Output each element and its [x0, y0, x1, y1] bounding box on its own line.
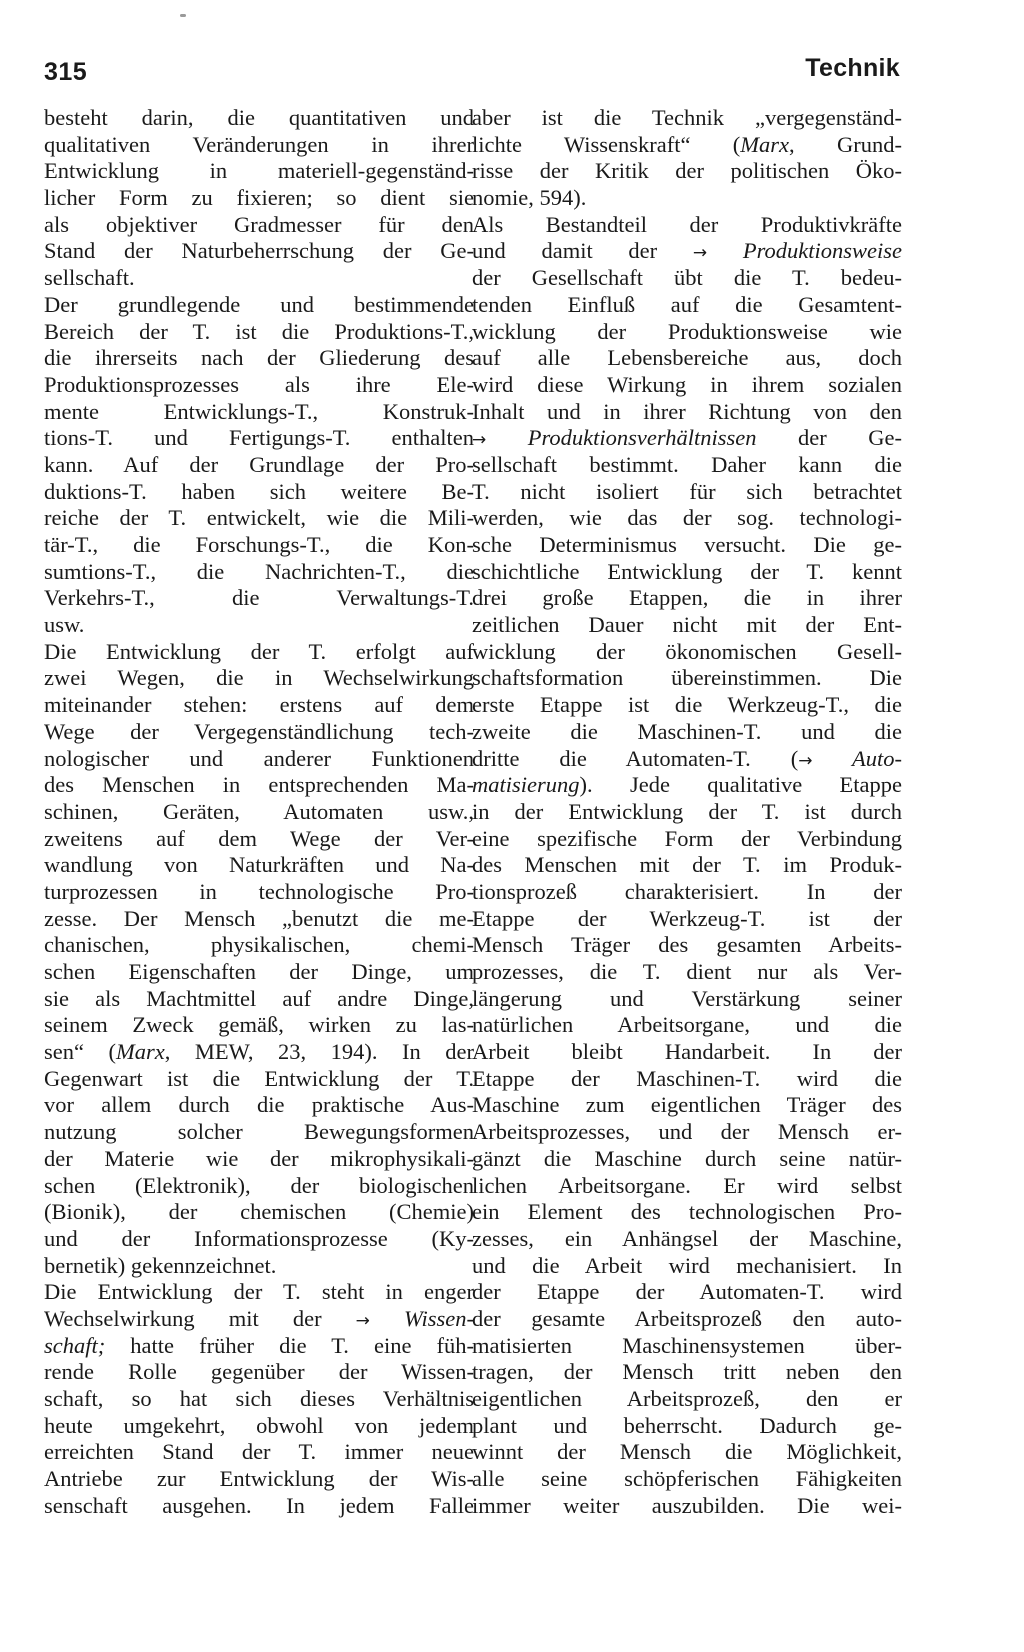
- line-text: Produktionsprozesses als ihre Ele-: [44, 371, 474, 397]
- line-text: lichte Wissenskraft“ (: [472, 131, 741, 157]
- line-text: nomie, 594).: [472, 185, 587, 211]
- text-line: [472, 1173, 902, 1200]
- text-line: [44, 505, 474, 532]
- text-line: [44, 105, 474, 132]
- text-line: [44, 879, 474, 906]
- text-line: [44, 559, 474, 586]
- text-line: [472, 826, 902, 853]
- line-italic: Marx: [116, 1039, 165, 1065]
- text-line: [44, 1119, 474, 1146]
- line-text: als objektiver Gradmesser für den: [44, 211, 474, 237]
- line-text: wandlung von Naturkräften und Na-: [44, 852, 474, 878]
- line-text: des Menschen in entsprechenden Ma-: [44, 772, 474, 798]
- text-line: [44, 585, 474, 612]
- text-line: [472, 532, 902, 559]
- text-line: [472, 452, 902, 479]
- line-italic: Auto-: [812, 745, 902, 771]
- line-text: und der Informationsprozesse (Ky-: [44, 1225, 474, 1251]
- line-text: seinem Zweck gemäß, wirken zu las-: [44, 1012, 474, 1038]
- line-text: schaft, so hat sich dieses Verhältnis: [44, 1386, 474, 1411]
- text-line: [472, 1359, 902, 1386]
- line-text: chanischen, physikalischen, chemi-: [44, 932, 474, 958]
- line-text: bernetik) gekennzeichnet.: [44, 1252, 277, 1278]
- text-line: [44, 1333, 474, 1360]
- text-line: [472, 1306, 902, 1333]
- line-text: schen Eigenschaften der Dinge, um: [44, 959, 474, 984]
- text-line: [472, 1039, 902, 1066]
- line-text: nologischer und anderer Funktionen: [44, 745, 474, 771]
- text-line: [44, 1359, 474, 1386]
- text-line: [44, 1253, 474, 1280]
- left-column: [44, 105, 474, 1519]
- text-line: [44, 212, 474, 239]
- line-text: in der Entwicklung der T. ist durch: [472, 798, 902, 824]
- line-text: ein Element des technologischen Pro-: [472, 1199, 902, 1225]
- line-italic: schaft;: [44, 1332, 106, 1358]
- text-line: [44, 1279, 474, 1306]
- text-line: [472, 185, 902, 212]
- line-text: wicklung der Produktionsweise wie: [472, 318, 902, 344]
- text-line: [44, 1386, 474, 1413]
- line-text: erreichten Stand der T. immer neue: [44, 1439, 474, 1465]
- text-line: [44, 1039, 474, 1066]
- text-line: [472, 505, 902, 532]
- text-line: [44, 1066, 474, 1093]
- line-text: Inhalt und in ihrer Richtung von den: [472, 398, 902, 424]
- line-text: kann. Auf der Grundlage der Pro-: [44, 451, 474, 477]
- line-text: schen (Elektronik), der biologischen: [44, 1172, 474, 1198]
- text-line: [44, 1092, 474, 1119]
- line-text: plant und beherrscht. Dadurch ge-: [472, 1412, 902, 1438]
- line-text: schinen, Geräten, Automaten usw.,: [44, 798, 474, 824]
- line-text: der gesamte Arbeitsprozeß den auto-: [472, 1305, 902, 1331]
- text-line: [472, 1146, 902, 1173]
- text-line: [44, 959, 474, 986]
- line-text: Arbeitsprozesses, und der Mensch er-: [472, 1119, 902, 1145]
- line-text: die ihrerseits nach der Gliederung des: [44, 345, 474, 371]
- line-text: prozesses, die T. dient nur als Ver-: [472, 959, 902, 984]
- text-line: [44, 826, 474, 853]
- line-text: tenden Einfluß auf die Gesamtent-: [472, 291, 902, 317]
- line-italic: Wissen-: [369, 1305, 474, 1331]
- line-text: Die Entwicklung der T. steht in enger: [44, 1279, 474, 1305]
- line-text: des Menschen mit der T. im Produk-: [472, 852, 902, 878]
- text-line: [472, 345, 902, 372]
- line-text: zeitlichen Dauer nicht mit der Ent-: [472, 612, 902, 638]
- line-text: tionsprozeß charakterisiert. In der: [472, 878, 902, 904]
- line-italic: Produktionsweise: [707, 238, 902, 264]
- line-text: wird diese Wirkung in ihrem sozialen: [472, 371, 902, 397]
- text-line: [472, 772, 902, 799]
- text-line: [472, 238, 902, 265]
- line-text: sellschaft bestimmt. Daher kann die: [472, 451, 902, 477]
- page-number: 315: [44, 58, 88, 86]
- text-line: [472, 1466, 902, 1493]
- line-text: Antriebe zur Entwicklung der Wis-: [44, 1466, 474, 1492]
- text-line: [44, 772, 474, 799]
- line-text: auf alle Lebensbereiche aus, doch: [472, 345, 902, 371]
- text-line: [472, 1333, 902, 1360]
- line-text: Mensch Träger des gesamten Arbeits-: [472, 932, 902, 958]
- text-line: [472, 852, 902, 879]
- text-line: [472, 1066, 902, 1093]
- scan-mark: [180, 14, 186, 17]
- text-line: [44, 292, 474, 319]
- text-line: [472, 879, 902, 906]
- text-line: [472, 585, 902, 612]
- text-line: [44, 1493, 474, 1520]
- text-line: [44, 1146, 474, 1173]
- cross-reference-arrow: →: [692, 243, 708, 264]
- line-text: (Bionik), der chemischen (Chemie): [44, 1199, 474, 1225]
- line-text: wicklung der ökonomischen Gesell-: [472, 638, 902, 664]
- line-text: zesses, ein Anhängsel der Maschine,: [472, 1225, 902, 1251]
- text-line: [44, 1413, 474, 1440]
- cross-reference-arrow: →: [355, 1310, 370, 1331]
- text-line: [44, 185, 474, 212]
- right-column: [472, 105, 902, 1519]
- line-text: mente Entwicklungs-T., Konstruk-: [44, 398, 474, 424]
- line-text: sen“ (: [44, 1039, 116, 1065]
- line-text: schaftsformation übereinstimmen. Die: [472, 665, 902, 691]
- text-line: [472, 479, 902, 506]
- line-text: qualitativen Veränderungen in ihrer: [44, 131, 474, 157]
- text-line: [44, 319, 474, 346]
- text-line: [472, 158, 902, 185]
- line-text: usw.: [44, 612, 85, 638]
- line-text: natürlichen Arbeitsorgane, und die: [472, 1012, 902, 1038]
- line-text: Wechselwirkung mit der: [44, 1305, 356, 1331]
- line-italic: matisierung: [472, 772, 580, 798]
- text-line: [44, 1226, 474, 1253]
- text-line: [472, 399, 902, 426]
- text-line: [472, 719, 902, 746]
- line-text: sumtions-T., die Nachrichten-T., die: [44, 558, 474, 584]
- line-text: reiche der T. entwickelt, wie die Mili-: [44, 505, 474, 531]
- line-text: alle seine schöpferischen Fähigkeiten: [472, 1466, 902, 1492]
- text-line: [44, 238, 474, 265]
- line-text-after: ). Jede qualitative Etappe: [579, 772, 902, 798]
- line-text: Verkehrs-T., die Verwaltungs-T.: [44, 585, 474, 611]
- line-text: Bereich der T. ist die Produktions-T.,: [44, 318, 474, 344]
- line-text: zweite die Maschinen-T. und die: [472, 718, 902, 744]
- text-line: [44, 479, 474, 506]
- text-line: [472, 1386, 902, 1413]
- text-line: [44, 158, 474, 185]
- line-text: Die Entwicklung der T. erfolgt auf: [44, 638, 474, 664]
- line-text: eigentlichen Arbeitsprozeß, den er: [472, 1386, 902, 1411]
- text-line: [44, 746, 474, 773]
- line-text: turprozessen in technologische Pro-: [44, 878, 474, 904]
- line-text: Maschine zum eigentlichen Träger des: [472, 1092, 902, 1118]
- cross-reference-arrow: →: [472, 430, 487, 451]
- line-text: miteinander stehen: erstens auf dem: [44, 692, 474, 718]
- line-italic: Marx: [740, 131, 790, 157]
- text-line: [44, 852, 474, 879]
- text-line: [472, 692, 902, 719]
- text-line: [472, 959, 902, 986]
- text-line: [472, 1439, 902, 1466]
- line-text: T. nicht isoliert für sich betrachtet: [472, 478, 902, 504]
- text-line: [472, 425, 902, 452]
- text-line: [44, 1199, 474, 1226]
- line-text: gänzt die Maschine durch seine natür-: [472, 1145, 902, 1171]
- line-text: nutzung solcher Bewegungsformen: [44, 1119, 474, 1145]
- line-text: lichen Arbeitsorgane. Er wird selbst: [472, 1172, 902, 1198]
- text-line: [472, 212, 902, 239]
- line-text: dritte die Automaten-T. (: [472, 745, 799, 771]
- line-text: besteht darin, die quantitativen und: [44, 105, 474, 130]
- line-text: der Materie wie der mikrophysikali-: [44, 1145, 474, 1171]
- line-text: zwei Wegen, die in Wechselwirkung: [44, 665, 474, 691]
- line-text: und die Arbeit wird mechanisiert. In: [472, 1252, 902, 1278]
- text-line: [44, 692, 474, 719]
- line-text: Etappe der Werkzeug-T. ist der: [472, 905, 902, 931]
- text-line: [472, 1253, 902, 1280]
- text-line: [472, 559, 902, 586]
- text-line: [44, 532, 474, 559]
- cross-reference-arrow: →: [798, 750, 813, 771]
- text-line: [472, 799, 902, 826]
- text-line: [44, 452, 474, 479]
- line-text: matisierten Maschinensystemen über-: [472, 1332, 902, 1358]
- line-text: duktions-T. haben sich weitere Be-: [44, 478, 474, 504]
- line-text: Stand der Naturbeherrschung der Ge-: [44, 238, 474, 264]
- line-text: tragen, der Mensch tritt neben den: [472, 1359, 902, 1385]
- text-line: [472, 1413, 902, 1440]
- line-text: sie als Machtmittel auf andre Dinge,: [44, 985, 474, 1011]
- line-text: längerung und Verstärkung seiner: [472, 985, 902, 1011]
- text-line: [44, 986, 474, 1013]
- line-text: Wege der Vergegenständlichung tech-: [44, 718, 474, 744]
- line-text: rende Rolle gegenüber der Wissen-: [44, 1359, 474, 1385]
- line-text: Arbeit bleibt Handarbeit. In der: [472, 1039, 902, 1065]
- text-line: [44, 1173, 474, 1200]
- line-text: tär-T., die Forschungs-T., die Kon-: [44, 532, 474, 557]
- line-text: sellschaft.: [44, 265, 135, 291]
- line-text: aber ist die Technik „vergegenständ-: [472, 105, 902, 130]
- line-text: vor allem durch die praktische Aus-: [44, 1092, 474, 1118]
- line-text: risse der Kritik der politischen Öko-: [472, 158, 902, 184]
- text-line: [44, 932, 474, 959]
- text-line: [472, 746, 902, 773]
- text-line: [44, 1439, 474, 1466]
- line-text: eine spezifische Form der Verbindung: [472, 825, 902, 851]
- text-line: [44, 265, 474, 292]
- text-line: [472, 292, 902, 319]
- line-text: zesse. Der Mensch „benutzt die me-: [44, 905, 474, 931]
- text-line: [44, 799, 474, 826]
- text-line: [472, 1119, 902, 1146]
- line-text-after: , MEW, 23, 194). In der: [164, 1039, 474, 1065]
- text-line: [472, 639, 902, 666]
- line-italic: Produktionsverhältnissen: [486, 425, 757, 451]
- line-text: sche Determinismus versucht. Die ge-: [472, 532, 902, 557]
- line-text: zweitens auf dem Wege der Ver-: [44, 825, 474, 851]
- line-text: winnt der Mensch die Möglichkeit,: [472, 1439, 902, 1465]
- line-text: drei große Etappen, die in ihrer: [472, 585, 902, 611]
- text-line: [472, 265, 902, 292]
- line-text-after: hatte früher die T. eine füh-: [105, 1332, 474, 1358]
- text-line: [472, 665, 902, 692]
- text-line: [472, 986, 902, 1013]
- text-line: [472, 1226, 902, 1253]
- text-line: [472, 105, 902, 132]
- text-line: [472, 372, 902, 399]
- text-line: [44, 345, 474, 372]
- line-text: Der grundlegende und bestimmende: [44, 291, 474, 317]
- line-text: der Gesellschaft übt die T. bedeu-: [472, 265, 902, 291]
- text-line: [472, 1199, 902, 1226]
- text-line: [44, 425, 474, 452]
- text-line: [472, 132, 902, 159]
- line-text: tions-T. und Fertigungs-T. enthalten: [44, 425, 474, 451]
- text-line: [472, 1279, 902, 1306]
- line-text: heute umgekehrt, obwohl von jedem: [44, 1412, 474, 1438]
- text-line: [472, 612, 902, 639]
- line-text: senschaft ausgehen. In jedem Falle: [44, 1492, 474, 1518]
- text-line: [44, 719, 474, 746]
- text-line: [44, 1012, 474, 1039]
- line-text: schichtliche Entwicklung der T. kennt: [472, 558, 902, 584]
- line-text: Etappe der Maschinen-T. wird die: [472, 1065, 902, 1091]
- text-line: [472, 319, 902, 346]
- line-text-after: , Grund-: [789, 131, 902, 157]
- line-text: Entwicklung in materiell-gegenständ-: [44, 158, 474, 184]
- line-text-after: der Ge-: [756, 425, 902, 451]
- text-line: [472, 906, 902, 933]
- running-head: Technik: [805, 54, 900, 82]
- text-line: [44, 1306, 474, 1333]
- text-line: [44, 399, 474, 426]
- text-line: [44, 665, 474, 692]
- text-line: [472, 932, 902, 959]
- text-line: [44, 1466, 474, 1493]
- text-line: [472, 1092, 902, 1119]
- line-text: der Etappe der Automaten-T. wird: [472, 1279, 902, 1305]
- text-line: [44, 132, 474, 159]
- line-text: immer weiter auszubilden. Die wei-: [472, 1492, 902, 1518]
- text-line: [44, 639, 474, 666]
- text-line: [472, 1012, 902, 1039]
- text-line: [44, 372, 474, 399]
- line-text: werden, wie das der sog. technologi-: [472, 505, 902, 531]
- line-text: erste Etappe ist die Werkzeug-T., die: [472, 692, 902, 718]
- line-text: und damit der: [472, 238, 693, 264]
- line-text: licher Form zu fixieren; so dient sie: [44, 185, 474, 211]
- line-text: Gegenwart ist die Entwicklung der T.: [44, 1065, 474, 1091]
- text-line: [44, 612, 474, 639]
- text-line: [472, 1493, 902, 1520]
- line-text: Als Bestandteil der Produktivkräfte: [472, 211, 902, 237]
- text-line: [44, 906, 474, 933]
